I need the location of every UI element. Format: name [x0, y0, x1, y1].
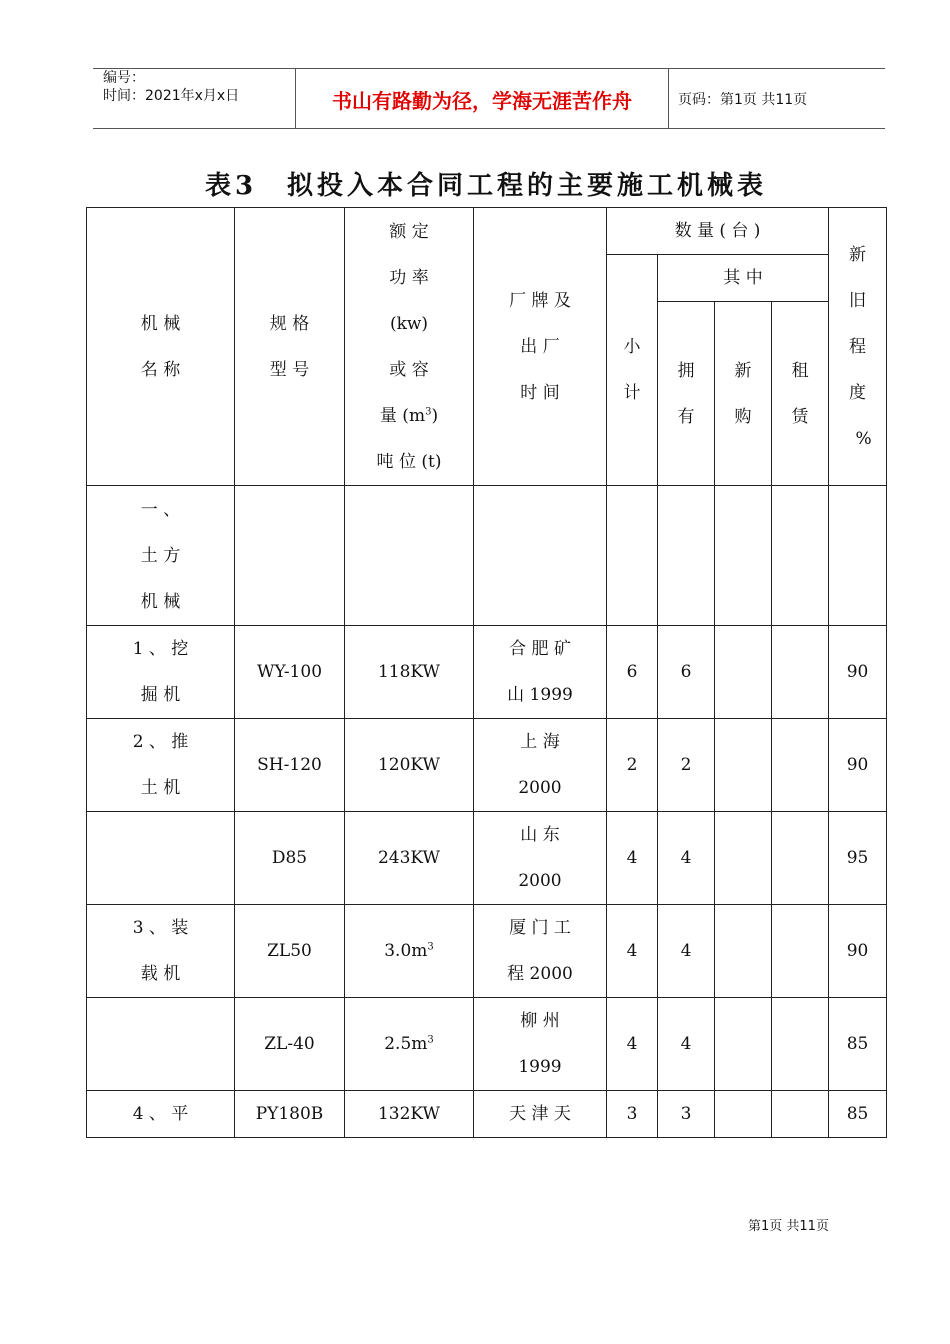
cell-subtotal: 4 [607, 998, 658, 1091]
table-row [87, 812, 887, 905]
cell-condition: 85 [829, 1091, 887, 1138]
motto-text: 书山有路勤为径，学海无涯苦作舟 [332, 89, 632, 113]
cell-name: 3 、 装 载 机 [87, 905, 235, 998]
cell-own: 2 [658, 719, 715, 812]
cell-new [715, 812, 772, 905]
cell-name: 1 、 挖 掘 机 [87, 626, 235, 719]
cell-rent [772, 905, 829, 998]
time-label: 时间：2021年x月x日 [103, 88, 240, 104]
cell-model: D85 [235, 812, 345, 905]
cell-rent [772, 1091, 829, 1138]
cell-name: 4 、 平 [87, 1091, 235, 1138]
cell-subtotal: 6 [607, 626, 658, 719]
cell-power: $2.5m^3$ [345, 998, 474, 1091]
cell-maker: 合 肥 矿 山 1999 [474, 626, 607, 719]
cell-new [715, 1091, 772, 1138]
header-condition: 新 旧 程 度 % [829, 208, 887, 486]
cell-subtotal: 3 [607, 1091, 658, 1138]
table-title: 表3 拟投入本合同工程的主要施工机械表 [204, 171, 768, 201]
cell-power: 118KW [345, 626, 474, 719]
cell-condition: 85 [829, 998, 887, 1091]
cell-new [715, 905, 772, 998]
header-new: 新 购 [715, 302, 772, 486]
cell-rent [772, 719, 829, 812]
header-model: 规 格 型 号 [235, 208, 345, 486]
cell-model: WY-100 [235, 626, 345, 719]
table-row [87, 905, 887, 998]
cell-subtotal: 4 [607, 812, 658, 905]
cell-own: 3 [658, 1091, 715, 1138]
cell-rent [772, 998, 829, 1091]
cell-subtotal: 2 [607, 719, 658, 812]
section-row [87, 486, 887, 626]
cell-maker: 山 东 2000 [474, 812, 607, 905]
header-bottom-rule [93, 128, 885, 129]
cell-model: ZL-40 [235, 998, 345, 1091]
cell-power: 120KW [345, 719, 474, 812]
header-divider-2 [668, 68, 669, 129]
cell-model: ZL50 [235, 905, 345, 998]
equipment-table [86, 207, 887, 1138]
cell-subtotal: 4 [607, 905, 658, 998]
header-subtotal: 小 计 [607, 255, 658, 486]
header-page-info: 页码：第1页 共11页 [678, 92, 808, 108]
table-row [87, 626, 887, 719]
cell-own: 6 [658, 626, 715, 719]
header-power: 额 定 功 率 (kw) 或 容 量 $(m^3)$ 吨 位 (t) [345, 208, 474, 486]
table-row [87, 998, 887, 1091]
cell-new [715, 998, 772, 1091]
cell-own: 4 [658, 905, 715, 998]
table-row [87, 1091, 887, 1138]
cell-power: 132KW [345, 1091, 474, 1138]
cell-model: PY180B [235, 1091, 345, 1138]
cell-rent [772, 812, 829, 905]
cell-maker: 厦 门 工 程 2000 [474, 905, 607, 998]
cell-own: 4 [658, 812, 715, 905]
cell-model: SH-120 [235, 719, 345, 812]
cell-own: 4 [658, 998, 715, 1091]
cell-name [87, 812, 235, 905]
header-own: 拥 有 [658, 302, 715, 486]
cell-new [715, 719, 772, 812]
cell-name [87, 998, 235, 1091]
cell-new [715, 626, 772, 719]
cell-rent [772, 626, 829, 719]
cell-power: 243KW [345, 812, 474, 905]
header-quantity: 数 量 ( 台 ) [607, 208, 829, 255]
footer-page-number: 第1页 共11页 [748, 1219, 829, 1234]
cell-power: $3.0m^3$ [345, 905, 474, 998]
table-row [87, 719, 887, 812]
cell-condition: 90 [829, 905, 887, 998]
cell-condition: 95 [829, 812, 887, 905]
cell-name: 2 、 推 土 机 [87, 719, 235, 812]
cell-maker: 上 海 2000 [474, 719, 607, 812]
header-rent: 租 赁 [772, 302, 829, 486]
header-name: 机 械 名 称 [87, 208, 235, 486]
serial-label: 编号： [103, 70, 145, 86]
header-among: 其 中 [658, 255, 829, 302]
section-label: 一 、 土 方 机 械 [87, 486, 235, 626]
header-maker: 厂 牌 及 出 厂 时 间 [474, 208, 607, 486]
header-top-rule [93, 68, 885, 69]
cell-maker: 天 津 天 [474, 1091, 607, 1138]
cell-condition: 90 [829, 626, 887, 719]
cell-condition: 90 [829, 719, 887, 812]
cell-maker: 柳 州 1999 [474, 998, 607, 1091]
